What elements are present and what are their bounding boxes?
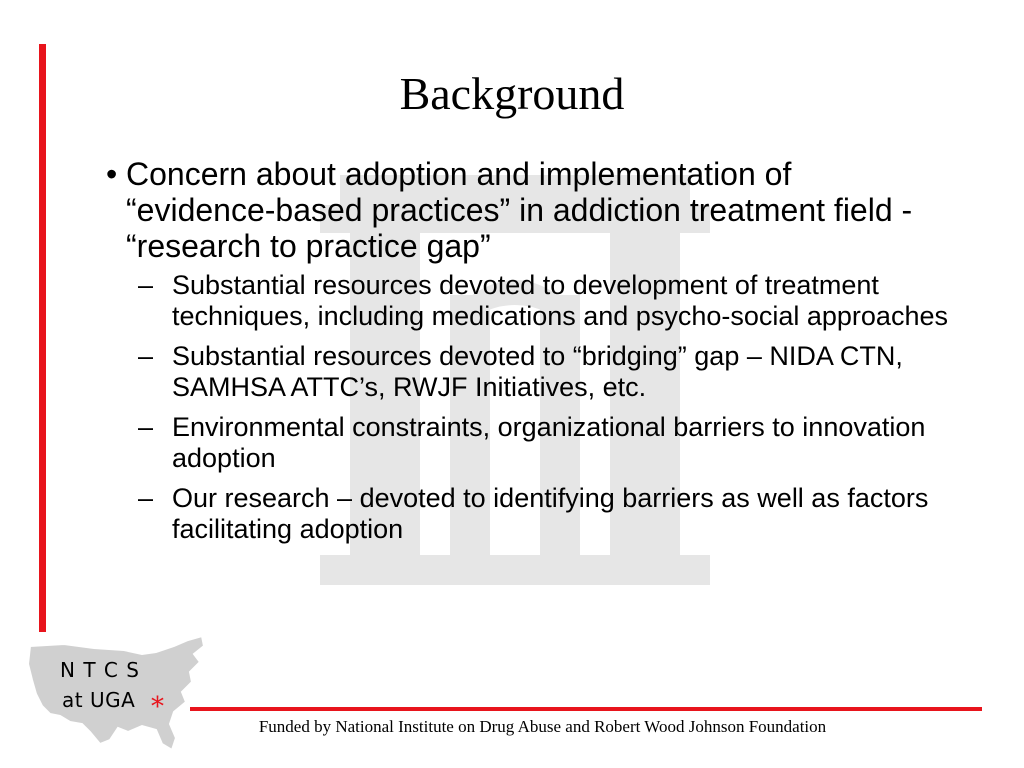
sub-bullet-marker: –: [138, 341, 154, 371]
logo-star-icon: *: [151, 692, 164, 722]
logo-line1: N T C S: [60, 658, 140, 682]
sub-bullet-text: Our research – devoted to identifying barriers as well as factors facilitating adoption: [172, 483, 929, 544]
sub-bullet-item: [88, 270, 948, 332]
logo-line2: at UGA: [62, 688, 136, 712]
sub-bullet-item: [88, 483, 948, 545]
bullet-item: [88, 156, 948, 264]
sub-bullet-item: [88, 341, 948, 403]
sub-bullet-text: Substantial resources devoted to development of treatment techniques, including medications and psycho-social approaches: [172, 270, 948, 331]
left-accent-bar: [39, 44, 46, 632]
bullet-marker: •: [106, 156, 118, 192]
sub-bullet-item: [88, 412, 948, 474]
sub-bullet-text: Substantial resources devoted to “bridging” gap – NIDA CTN, SAMHSA ATTC’s, RWJF Initiatives, etc.: [172, 341, 903, 402]
footer-rule: [190, 707, 982, 711]
sub-bullet-marker: –: [138, 412, 154, 442]
footer-text: Funded by National Institute on Drug Abuse and Robert Wood Johnson Foundation: [258, 717, 827, 736]
bullet-text: Concern about adoption and implementation of “evidence-based practices” in addiction treatment field - “research to practice gap”: [126, 156, 913, 264]
sub-bullet-marker: –: [138, 270, 154, 300]
sub-bullet-marker: –: [138, 483, 154, 513]
bullet-list: [88, 156, 948, 554]
sub-bullet-text: Environmental constraints, organizational barriers to innovation adoption: [172, 412, 926, 473]
slide-title: Background: [399, 68, 625, 119]
